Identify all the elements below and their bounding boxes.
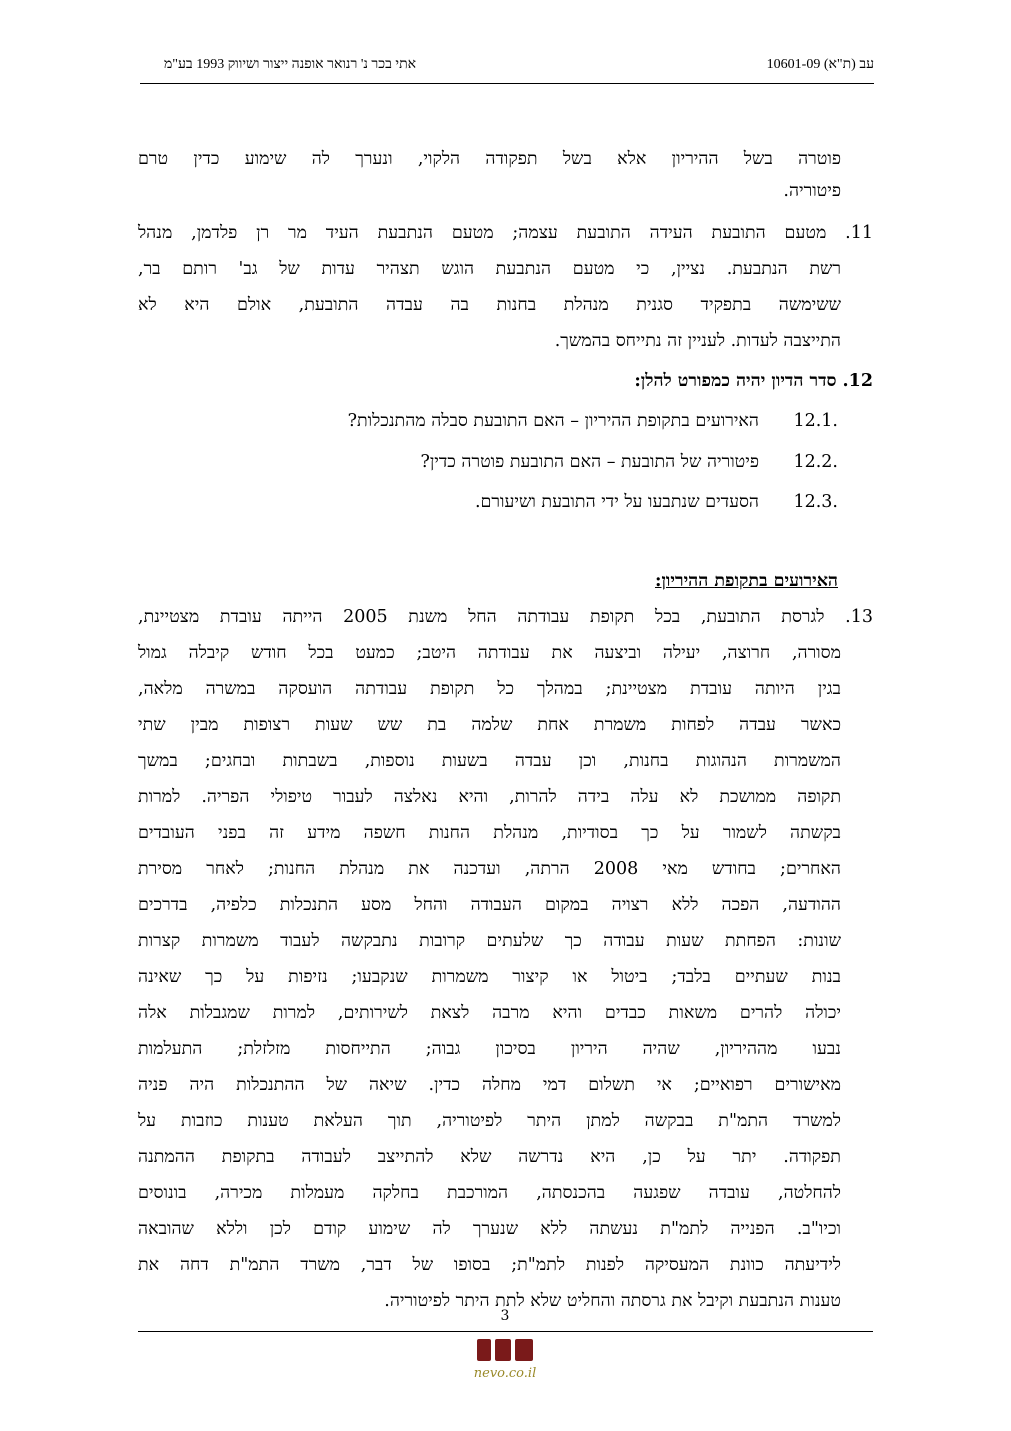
sub-item-number: 12.1. xyxy=(793,411,838,431)
paragraph-13-line: בקשתה לשמור על כך בסודיות, מנהלת החנות חשפה מידע זה בפני העובדים xyxy=(138,823,841,843)
paragraph-11-line: התייצבה לעדות. לעניין זה נתייחס בהמשך. xyxy=(554,331,841,351)
paragraph-13-line: ההודעה, הפכה ללא רצויה במקום העבודה והחל מסע התנכלות כלפיה, בדרכים xyxy=(138,895,841,915)
paragraph-13-line: נבעו מההיריון, שהיה היריון בסיכון גבוה; התייחסות מזלזלת; התעלמות xyxy=(138,1039,841,1059)
paragraph-13-line: וכיו"ב. הפנייה לתמ"ת נעשתה ללא שנערך לה שימוע קודם לכן וללא שהובאה xyxy=(138,1219,841,1239)
paragraph-13-line: מסורה, חרוצה, יעילה וביצעה את עבודתה היטב; כמעט בכל חודש קיבלה גמול xyxy=(138,643,841,663)
paragraph-12-title: 12. סדר הדיון יהיה כמפורט להלן: xyxy=(634,371,873,391)
paragraph-13-line: למשרד התמ"ת בבקשה למתן היתר לפיטוריה, תוך העלאת טענות כוזבות על xyxy=(138,1111,841,1131)
sub-item-number: 12.3. xyxy=(793,492,838,512)
paragraph-11-line: ששימשה בתפקיד סגנית מנהלת בחנות בה עבדה התובעת, אולם היא לא xyxy=(138,295,841,315)
paragraph-13-line: תקופה ממושכת לא עלה בידה להרות, והיא נאלצה לעבור טיפולי הפריה. למרות xyxy=(138,787,841,807)
sub-item-number: 12.2. xyxy=(793,452,838,472)
paragraph-13-line: בנות שעתיים בלבד; ביטול או קיצור משמרות שנקבעו; נזיפות על כך שאינה xyxy=(138,967,841,987)
nevo-logo-icon xyxy=(455,1335,555,1383)
svg-text:nevo.co.il: nevo.co.il xyxy=(473,1366,537,1381)
nevo-logo xyxy=(455,1335,555,1383)
paragraph-13-line: האחרים; בחודש מאי 2008 הרתה, ועדכנה את מנהלת החנות; לאחר מסירת xyxy=(138,859,841,879)
sub-item-text: הסעדים שנתבעו על ידי התובעת ושיעורם. xyxy=(474,492,759,512)
paragraph-13-line: בגין היותה עובדת מצטיינת; במהלך כל תקופת עבודתה הועסקה במשרה מלאה, xyxy=(138,679,841,699)
sub-item-text: האירועים בתקופת ההיריון – האם התובעת סבלה מהתנכלות? xyxy=(347,411,759,431)
text-line: פיטוריה. xyxy=(783,181,841,201)
paragraph-13-line: מאישורים רפואיים; אי תשלום דמי מחלה כדין. שיאה של ההתנכלות היה פניה xyxy=(138,1075,841,1095)
header-divider xyxy=(140,83,874,84)
footer-divider xyxy=(138,1331,873,1332)
case-number: עב (ת"א) 10601-09 xyxy=(766,57,874,72)
paragraph-13-line: 13. לגרסת התובעת, בכל תקופת עבודתה החל משנת 2005 הייתה עובדת מצטיינת, xyxy=(138,607,873,627)
paragraph-13-line: להחלטה, עובדה שפגעה בהכנסתה, המורכבת בחלקה מעמלות מכירה, בונוסים xyxy=(138,1183,841,1203)
paragraph-13-line: לידיעתה כוונת המעסיקה לפנות לתמ"ת; בסופו של דבר, משרד התמ"ת דחה את xyxy=(138,1255,841,1275)
paragraph-13-line: יכולה להרים משאות כבדים והיא מרבה לצאת לשירותים, למרות שמגבלות אלה xyxy=(138,1003,841,1023)
paragraph-11-line: 11. מטעם התובעת העידה התובעת עצמה; מטעם הנתבעת העיד מר רן פלדמן, מנהל xyxy=(138,223,873,243)
page-number: 3 xyxy=(500,1308,510,1324)
section-heading: האירועים בתקופת ההיריון: xyxy=(654,571,838,591)
paragraph-11-line: רשת הנתבעת. נציין, כי מטעם הנתבעת הוגש תצהיר עדות של גב' רותם בר, xyxy=(138,259,841,279)
paragraph-13-line: תפקודה. יתר על כן, היא נדרשה שלא להתייצב לעבודה בתקופת ההמתנה xyxy=(138,1147,841,1167)
paragraph-13-line: כאשר עבדה לפחות משמרת אחת שלמה בת שש שעות רצופות מבין שתי xyxy=(138,715,841,735)
paragraph-13-line: שונות: הפחתת שעות עבודה כך שלעתים קרובות נתבקשה לעבוד משמרות קצרות xyxy=(138,931,841,951)
paragraph-13-line: המשמרות הנהוגות בחנות, וכן עבדה בשעות נוספות, בשבתות ובחגים; במשך xyxy=(138,751,841,771)
case-parties: אתי בכר נ' רנואר אופנה ייצור ושיווק 1993 בע"מ xyxy=(164,57,417,72)
sub-item-text: פיטוריה של התובעת – האם התובעת פוטרה כדין? xyxy=(420,452,759,472)
text-line: פוטרה בשל ההיריון אלא בשל תפקודה הלקוי, ונערך לה שימוע כדין טרם xyxy=(138,149,841,169)
paragraph-13-line: טענות הנתבעת וקיבל את גרסתה והחליט שלא לתת היתר לפיטוריה. xyxy=(384,1291,841,1311)
